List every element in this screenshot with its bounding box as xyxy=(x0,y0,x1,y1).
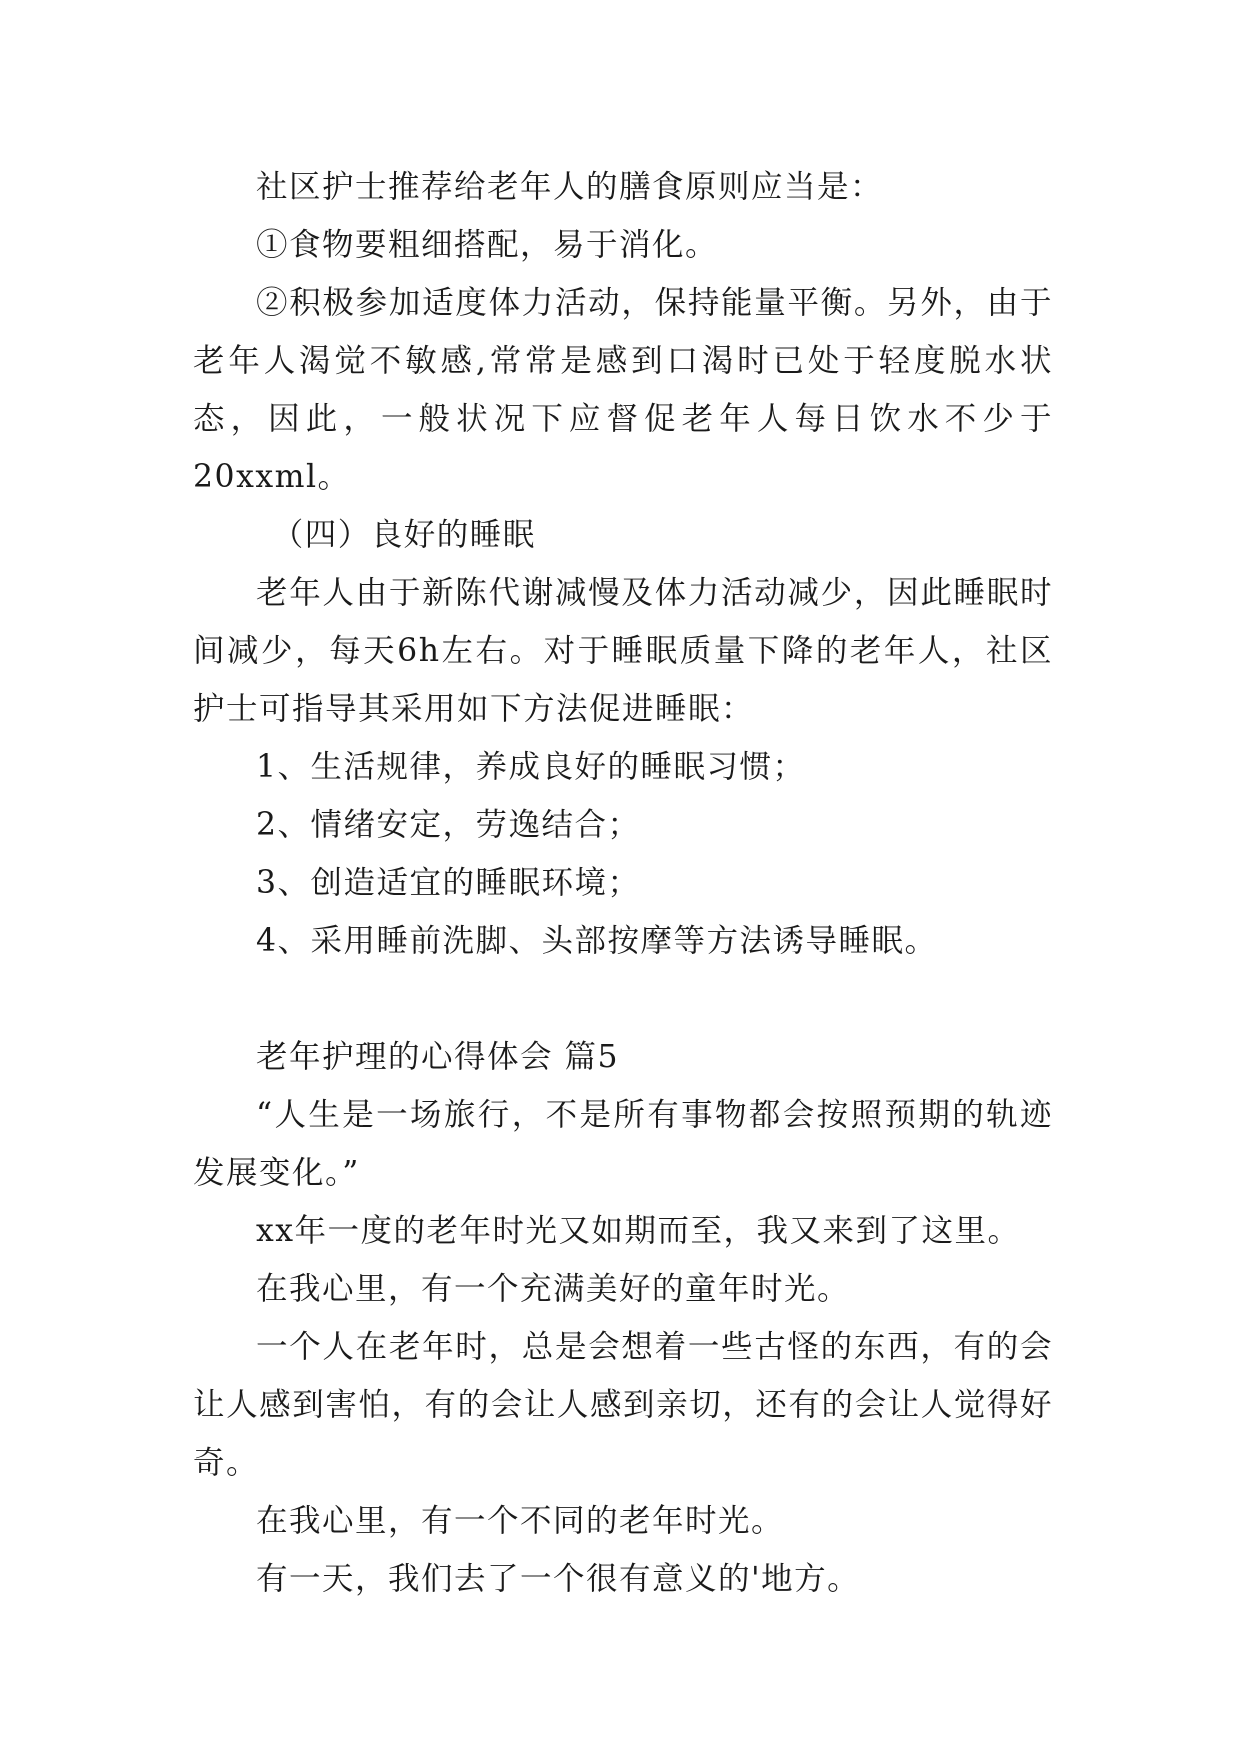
essay-title: 老年护理的心得体会 篇5 xyxy=(256,1039,620,1075)
sleep-method-1: 1、生活规律，养成良好的睡眠习惯； xyxy=(256,749,806,785)
diet-item-2: ②积极参加适度体力活动，保持能量平衡。另外，由于老年人渴觉不敏感,常常是感到口渴时已处于轻度脱水状态，因此，一般状况下应督促老年人每日饮水不少于20xxml。 xyxy=(193,285,1053,495)
diet-intro: 社区护士推荐给老年人的膳食原则应当是： xyxy=(256,169,884,205)
essay-paragraph: 有一天，我们去了一个很有意义的'地方。 xyxy=(256,1561,861,1597)
sleep-intro: 老年人由于新陈代谢减慢及体力活动减少，因此睡眠时间减少，每天6h左右。对于睡眠质量下降的老年人，社区护士可指导其采用如下方法促进睡眠： xyxy=(193,575,1053,727)
essay-paragraph: xx年一度的老年时光又如期而至，我又来到了这里。 xyxy=(256,1213,1021,1249)
section-gap xyxy=(193,970,1053,1028)
essay-paragraph: 在我心里，有一个充满美好的童年时光。 xyxy=(256,1271,851,1307)
diet-item-1: ①食物要粗细搭配，易于消化。 xyxy=(256,227,719,263)
sleep-method-3: 3、创造适宜的睡眠环境； xyxy=(256,865,641,901)
sleep-method-4: 4、采用睡前洗脚、头部按摩等方法诱导睡眠。 xyxy=(256,923,938,959)
section-subheading: （四）良好的睡眠 xyxy=(271,517,536,553)
essay-paragraph: 一个人在老年时，总是会想着一些古怪的东西，有的会让人感到害怕，有的会让人感到亲切，还有的会让人觉得好奇。 xyxy=(193,1329,1053,1481)
sleep-method-2: 2、情绪安定，劳逸结合； xyxy=(256,807,641,843)
essay-paragraph: 在我心里，有一个不同的老年时光。 xyxy=(256,1503,785,1539)
essay-paragraph-quote: “人生是一场旅行，不是所有事物都会按照预期的轨迹发展变化。” xyxy=(193,1097,1053,1191)
document-body xyxy=(193,158,1053,1608)
